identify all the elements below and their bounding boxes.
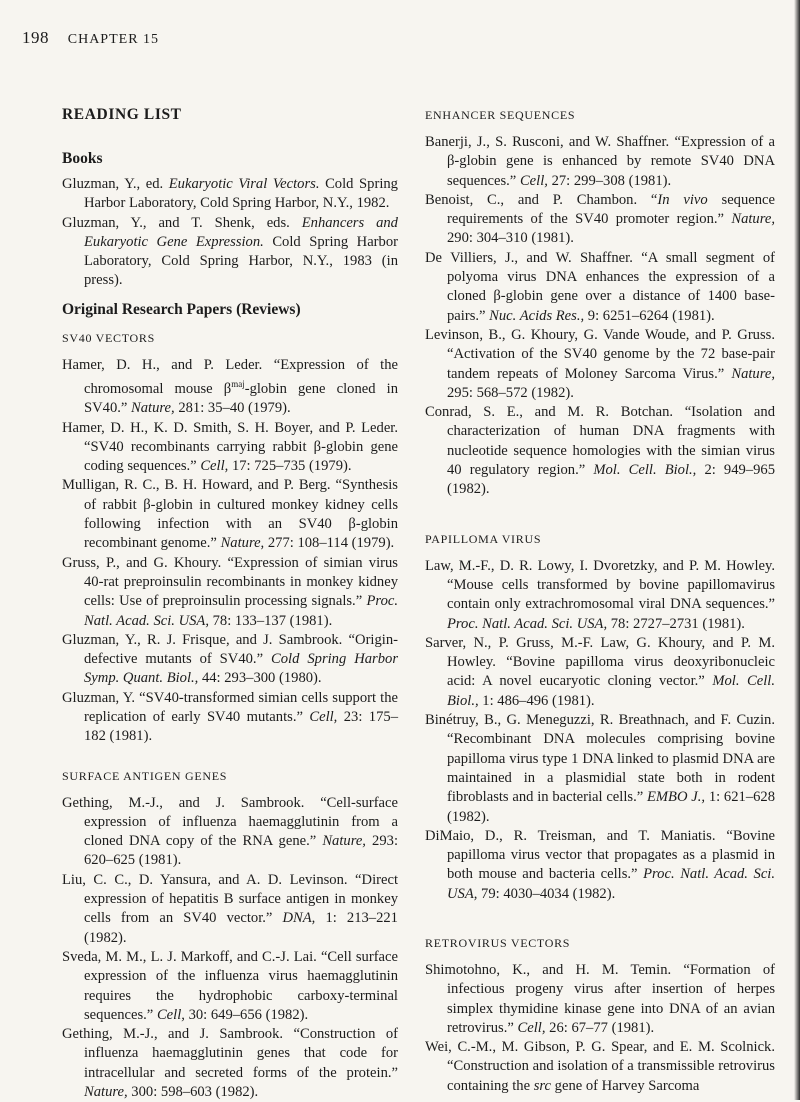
surface-antigen-heading: SURFACE ANTIGEN GENES [62, 768, 228, 783]
page-number: 198 [22, 28, 49, 47]
right-column [425, 100, 775, 1096]
chapter-label: CHAPTER 15 [67, 32, 160, 47]
reference-entry: Hamer, D. H., and P. Leder. “Expression of the chromosomal mouse $\beta^{maj}$-globin gene cloned in SV40.” Nature, 281: 35–40 (1979). [62, 356, 399, 417]
reference-entry: Gluzman, Y., and T. Shenk, eds. Enhancers and Eukaryotic Gene Expression. Cold Spring Harbor Laboratory, Cold Spring Harbor, N.Y., 1983 (in press). [62, 214, 398, 289]
enhancer-list [425, 133, 775, 500]
papilloma-list [425, 557, 775, 904]
surface-antigen-list [62, 794, 398, 1102]
papilloma-heading: PAPILLOMA VIRUS [425, 531, 542, 546]
reference-entry: Levinson, B., G. Khoury, G. Vande Woude, and P. Gruss. “Activation of the SV40 genome by the 72 base-pair tandem repeats of Moloney Sarcoma Virus.” Nature, 295: 568–572 (1982). [425, 326, 775, 401]
reference-entry: Law, M.-F., D. R. Lowy, I. Dvoretzky, and P. M. Howley. “Mouse cells transformed by bovine papillomavirus contain only extrachromosomal viral DNA sequences.” Proc. Natl. Acad. Sci. USA, 78: 2727–2731 (1981). [425, 557, 775, 632]
enhancer-heading: ENHANCER SEQUENCES [425, 108, 576, 122]
original-papers-heading: Original Research Papers (Reviews) [62, 300, 301, 318]
books-list [62, 175, 398, 291]
sv40-vectors-heading: SV40 VECTORS [62, 330, 155, 345]
sv40-vectors-list [62, 356, 398, 747]
page-header [22, 28, 159, 48]
reference-entry: De Villiers, J., and W. Shaffner. “A small segment of polyoma virus DNA enhances the expression of a cloned β-globin gene over a distance of 1400 base-pairs.” Nuc. Acids Res., 9: 6251–6264 (1981). [425, 249, 775, 324]
reference-entry: Banerji, J., S. Rusconi, and W. Shaffner. “Expression of a β-globin gene is enhanced by remote SV40 DNA sequences.” Cell, 27: 299–308 (1981). [425, 134, 775, 189]
reference-entry: Mulligan, R. C., B. H. Howard, and P. Berg. “Synthesis of rabbit β-globin in cultured monkey kidney cells following infection with an SV40 β-globin recombinant genome.” Nature, 277: 108–114 (1979). [62, 477, 398, 552]
reference-entry: Conrad, S. E., and M. R. Botchan. “Isolation and characterization of human DNA fragments with nucleotide sequence homologies with the simian virus 40 regulatory region.” Mol. Cell. Biol., 2: 949–965 (1982). [425, 404, 775, 498]
reference-entry: Gething, M.-J., and J. Sambrook. “Cell-surface expression of influenza haemagglutinin from a cloned DNA copy of the RNA gene.” Nature, 293: 620–625 (1981). [62, 794, 398, 869]
retrovirus-heading: RETROVIRUS VECTORS [425, 935, 571, 950]
reference-entry: Shimotohno, K., and H. M. Temin. “Formation of infectious progeny virus after insertion of herpes simplex thymidine kinase gene into DNA of an avian retrovirus.” Cell, 26: 67–77 (1981). [425, 961, 775, 1036]
reference-entry: Gluzman, Y. “SV40-transformed simian cells support the replication of early SV40 mutants.” Cell, 23: 175–182 (1981). [62, 689, 398, 745]
reference-entry: Gluzman, Y., R. J. Frisque, and J. Sambrook. “Origin-defective mutants of SV40.” Cold Spring Harbor Symp. Quant. Biol., 44: 293–300 (1980). [62, 631, 399, 687]
retrovirus-list [425, 961, 775, 1096]
reference-entry: Gething, M.-J., and J. Sambrook. “Construction of influenza haemagglutinin genes that code for intracellular and secreted forms of the protein.” Nature, 300: 598–603 (1982). [62, 1026, 398, 1101]
reference-entry: Sveda, M. M., L. J. Markoff, and C.-J. Lai. “Cell surface expression of the influenza virus haemagglutinin requires the hydrophobic carboxy-terminal sequences.” Cell, 30: 649–656 (1982). [62, 948, 398, 1023]
reference-entry: Hamer, D. H., K. D. Smith, S. H. Boyer, and P. Leder. “SV40 recombinants carrying rabbit β-globin gene coding sequences.” Cell, 17: 725–735 (1979). [62, 419, 398, 475]
reference-entry: Liu, C. C., D. Yansura, and A. D. Levinson. “Direct expression of hepatitis B surface antigen in monkey cells from an SV40 vector.” DNA, 1: 213–221 (1982). [62, 871, 398, 946]
reference-entry: Binétruy, B., G. Meneguzzi, R. Breathnach, and F. Cuzin. “Recombinant DNA molecules comprising bovine papilloma virus type 1 DNA linked to plasmid DNA are maintained in a plasmidial state both in rodent fibroblasts and in bacterial cells.” EMBO J., 1: 621–628 (1982). [425, 712, 776, 825]
reference-entry: DiMaio, D., R. Treisman, and T. Maniatis. “Bovine papilloma virus vector that propagates as a plasmid in both mouse and bacteria cells.” Proc. Natl. Acad. Sci. USA, 79: 4030–4034 (1982). [425, 827, 776, 902]
books-heading: Books [62, 150, 103, 167]
left-column [62, 100, 398, 1102]
reference-entry: Wei, C.-M., M. Gibson, P. G. Spear, and E. M. Scolnick. “Construction and isolation of a transmissible retrovirus containing the src gene of Harvey Sarcoma [425, 1039, 775, 1094]
reference-entry: Sarver, N., P. Gruss, M.-F. Law, G. Khoury, and P. M. Howley. “Bovine papilloma virus deoxyribonucleic acid: A novel eucaryotic cloning vector.” Mol. Cell. Biol., 1: 486–496 (1981). [425, 634, 775, 709]
reference-entry: Benoist, C., and P. Chambon. “In vivo sequence requirements of the SV40 promoter region.” Nature, 290: 304–310 (1981). [425, 191, 775, 247]
page-edge-shadow [794, 0, 800, 1100]
reading-list-heading: READING LIST [62, 106, 182, 123]
reference-entry: Gruss, P., and G. Khoury. “Expression of simian virus 40-rat preproinsulin recombinants in monkey kidney cells: Use of preproinsulin processing signals.” Proc. Natl. Acad. Sci. USA, 78: 133–137 (1981). [62, 554, 398, 629]
reference-entry: Gluzman, Y., ed. Eukaryotic Viral Vectors. Cold Spring Harbor Laboratory, Cold Spring Harbor, N.Y., 1982. [62, 176, 398, 212]
